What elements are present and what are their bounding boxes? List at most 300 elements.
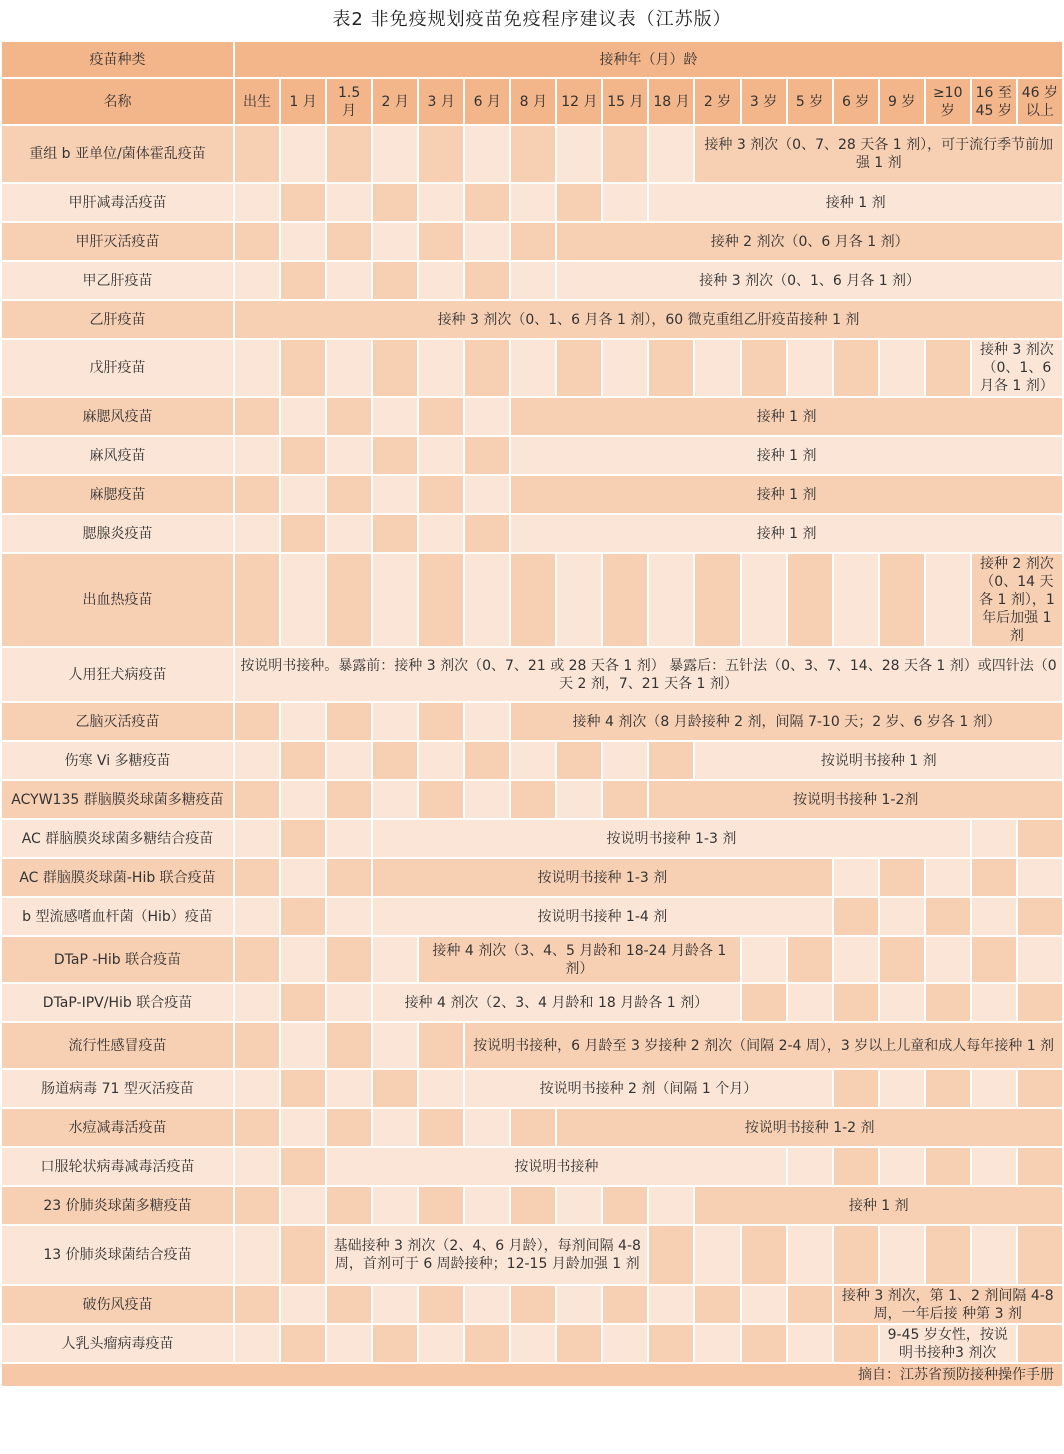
empty-cell	[281, 820, 325, 857]
schedule-span: 接种 1 剂	[511, 398, 1062, 435]
empty-cell	[419, 437, 463, 474]
empty-cell	[557, 1187, 601, 1224]
empty-cell	[419, 1286, 463, 1323]
empty-cell	[373, 437, 417, 474]
empty-cell	[373, 223, 417, 260]
empty-cell	[235, 184, 279, 221]
empty-cell	[327, 398, 371, 435]
empty-cell	[327, 126, 371, 182]
empty-cell	[557, 742, 601, 779]
empty-cell	[557, 554, 601, 646]
header-row-ages	[2, 79, 1062, 124]
empty-cell	[281, 554, 325, 646]
empty-cell	[281, 937, 325, 982]
vaccine-name: 麻腮疫苗	[2, 476, 233, 513]
empty-cell	[327, 437, 371, 474]
empty-cell	[281, 126, 325, 182]
empty-cell	[742, 937, 786, 982]
empty-cell	[557, 1325, 601, 1362]
empty-cell	[419, 1325, 463, 1362]
empty-cell	[926, 554, 970, 646]
empty-cell	[511, 340, 555, 396]
empty-cell	[373, 1325, 417, 1362]
schedule-span: 接种 1 剂	[511, 515, 1062, 552]
empty-cell	[880, 984, 924, 1021]
empty-cell	[281, 476, 325, 513]
empty-cell	[834, 554, 878, 646]
empty-cell	[327, 859, 371, 896]
empty-cell	[1018, 898, 1062, 935]
schedule-span: 接种 4 剂次（3、4、5 月龄和 18-24 月龄各 1 剂）	[419, 937, 739, 982]
empty-cell	[926, 1148, 970, 1185]
empty-cell	[926, 859, 970, 896]
empty-cell	[603, 1286, 647, 1323]
empty-cell	[327, 1286, 371, 1323]
empty-cell	[235, 1187, 279, 1224]
age-col-header: 3 月	[419, 79, 463, 124]
empty-cell	[603, 184, 647, 221]
table-title: 表2 非免疫规划疫苗免疫程序建议表（江苏版）	[0, 0, 1064, 40]
empty-cell	[788, 1286, 832, 1323]
empty-cell	[649, 1226, 693, 1284]
empty-cell	[511, 1325, 555, 1362]
vaccine-name: 13 价肺炎球菌结合疫苗	[2, 1226, 233, 1284]
empty-cell	[880, 340, 924, 396]
empty-cell	[235, 515, 279, 552]
empty-cell	[235, 859, 279, 896]
empty-cell	[235, 1109, 279, 1146]
empty-cell	[465, 554, 509, 646]
age-col-header: 6 月	[465, 79, 509, 124]
empty-cell	[235, 262, 279, 299]
vaccine-name: ACYW135 群脑膜炎球菌多糖疫苗	[2, 781, 233, 818]
empty-cell	[834, 340, 878, 396]
empty-cell	[788, 1325, 832, 1362]
vaccine-name: 破伤风疫苗	[2, 1286, 233, 1323]
age-col-header: 8 月	[511, 79, 555, 124]
empty-cell	[742, 1286, 786, 1323]
empty-cell	[880, 1148, 924, 1185]
empty-cell	[281, 1187, 325, 1224]
empty-cell	[649, 1187, 693, 1224]
empty-cell	[419, 703, 463, 740]
table-row	[2, 1325, 1062, 1362]
empty-cell	[511, 262, 555, 299]
vaccine-name: 戊肝疫苗	[2, 340, 233, 396]
empty-cell	[327, 742, 371, 779]
empty-cell	[419, 398, 463, 435]
empty-cell	[465, 1286, 509, 1323]
empty-cell	[880, 898, 924, 935]
empty-cell	[235, 126, 279, 182]
table-row	[2, 781, 1062, 818]
empty-cell	[373, 937, 417, 982]
table-row	[2, 554, 1062, 646]
empty-cell	[465, 476, 509, 513]
empty-cell	[511, 184, 555, 221]
empty-cell	[235, 1148, 279, 1185]
empty-cell	[742, 984, 786, 1021]
empty-cell	[603, 126, 647, 182]
empty-cell	[972, 937, 1016, 982]
table-row	[2, 223, 1062, 260]
table-row	[2, 1109, 1062, 1146]
empty-cell	[327, 515, 371, 552]
age-col-header: 15 月	[603, 79, 647, 124]
age-col-header: 出生	[235, 79, 279, 124]
empty-cell	[281, 223, 325, 260]
empty-cell	[281, 262, 325, 299]
empty-cell	[742, 340, 786, 396]
table-row	[2, 398, 1062, 435]
empty-cell	[603, 781, 647, 818]
empty-cell	[834, 1226, 878, 1284]
empty-cell	[373, 742, 417, 779]
vaccine-name: 麻风疫苗	[2, 437, 233, 474]
empty-cell	[1018, 984, 1062, 1021]
empty-cell	[235, 1325, 279, 1362]
empty-cell	[235, 1023, 279, 1068]
empty-cell	[281, 1286, 325, 1323]
empty-cell	[281, 1023, 325, 1068]
empty-cell	[327, 554, 371, 646]
vaccine-name: 甲肝减毒活疫苗	[2, 184, 233, 221]
empty-cell	[327, 476, 371, 513]
empty-cell	[603, 554, 647, 646]
empty-cell	[281, 398, 325, 435]
table-row	[2, 301, 1062, 338]
name-header: 名称	[2, 79, 233, 124]
empty-cell	[235, 437, 279, 474]
empty-cell	[419, 1109, 463, 1146]
empty-cell	[511, 742, 555, 779]
empty-cell	[327, 703, 371, 740]
table-row	[2, 859, 1062, 896]
vaccine-name: 水痘减毒活疫苗	[2, 1109, 233, 1146]
empty-cell	[465, 223, 509, 260]
empty-cell	[235, 1070, 279, 1107]
schedule-span: 接种 1 剂	[511, 437, 1062, 474]
table-row	[2, 648, 1062, 701]
empty-cell	[373, 1070, 417, 1107]
empty-cell	[373, 262, 417, 299]
empty-cell	[511, 1109, 555, 1146]
empty-cell	[373, 1286, 417, 1323]
empty-cell	[511, 1187, 555, 1224]
vaccine-name: 23 价肺炎球菌多糖疫苗	[2, 1187, 233, 1224]
vaccine-name: 出血热疫苗	[2, 554, 233, 646]
empty-cell	[373, 126, 417, 182]
empty-cell	[281, 1325, 325, 1362]
empty-cell	[235, 781, 279, 818]
vaccine-name: DTaP -Hib 联合疫苗	[2, 937, 233, 982]
empty-cell	[235, 223, 279, 260]
empty-cell	[327, 781, 371, 818]
vaccine-name: 肠道病毒 71 型灭活疫苗	[2, 1070, 233, 1107]
empty-cell	[695, 554, 739, 646]
empty-cell	[695, 340, 739, 396]
empty-cell	[419, 1023, 463, 1068]
table-row	[2, 703, 1062, 740]
empty-cell	[327, 1023, 371, 1068]
vaccine-name: 人乳头瘤病毒疫苗	[2, 1325, 233, 1362]
empty-cell	[649, 554, 693, 646]
empty-cell	[327, 937, 371, 982]
schedule-span: 按说明书接种 1 剂	[695, 742, 1062, 779]
schedule-span: 接种 3 剂次，第 1、2 剂间隔 4-8 周，一年后接 种第 3 剂	[834, 1286, 1062, 1323]
empty-cell	[373, 340, 417, 396]
empty-cell	[235, 1286, 279, 1323]
empty-cell	[235, 984, 279, 1021]
empty-cell	[373, 515, 417, 552]
age-col-header: 9 岁	[880, 79, 924, 124]
empty-cell	[419, 126, 463, 182]
empty-cell	[235, 554, 279, 646]
schedule-span: 按说明书接种 1-4 剂	[373, 898, 831, 935]
empty-cell	[281, 184, 325, 221]
empty-cell	[465, 1325, 509, 1362]
empty-cell	[419, 262, 463, 299]
empty-cell	[926, 340, 970, 396]
empty-cell	[834, 1070, 878, 1107]
empty-cell	[834, 1148, 878, 1185]
empty-cell	[465, 262, 509, 299]
empty-cell	[926, 937, 970, 982]
age-col-header: 6 岁	[834, 79, 878, 124]
schedule-span: 按说明书接种 1-3 剂	[373, 820, 970, 857]
empty-cell	[419, 781, 463, 818]
schedule-span: 按说明书接种。暴露前：接种 3 剂次（0、7、21 或 28 天各 1 剂） 暴露后：五针法（0、3、7、14、28 天各 1 剂）或四针法（0 天 2 剂，7、21 天各 1 剂）	[235, 648, 1062, 701]
table-row	[2, 515, 1062, 552]
empty-cell	[511, 1286, 555, 1323]
empty-cell	[419, 1187, 463, 1224]
empty-cell	[235, 820, 279, 857]
empty-cell	[649, 1325, 693, 1362]
empty-cell	[465, 126, 509, 182]
age-col-header: 1.5 月	[327, 79, 371, 124]
empty-cell	[327, 184, 371, 221]
empty-cell	[419, 223, 463, 260]
empty-cell	[972, 1226, 1016, 1284]
empty-cell	[327, 1070, 371, 1107]
schedule-span: 接种 1 剂	[649, 184, 1062, 221]
empty-cell	[419, 476, 463, 513]
table-row	[2, 1070, 1062, 1107]
schedule-span: 基础接种 3 剂次（2、4、6 月龄），每剂间隔 4-8 周，首剂可于 6 周龄接种；12-15 月龄加强 1 剂	[327, 1226, 647, 1284]
empty-cell	[281, 859, 325, 896]
empty-cell	[281, 340, 325, 396]
empty-cell	[465, 437, 509, 474]
schedule-span: 按说明书接种 1-2 剂	[557, 1109, 1062, 1146]
age-header: 接种年（月）龄	[235, 42, 1062, 77]
empty-cell	[788, 1226, 832, 1284]
empty-cell	[972, 898, 1016, 935]
empty-cell	[419, 515, 463, 552]
schedule-span: 接种 3 剂次（0、7、28 天各 1 剂），可于流行季节前加强 1 剂	[695, 126, 1062, 182]
empty-cell	[465, 742, 509, 779]
empty-cell	[373, 703, 417, 740]
schedule-span: 接种 2 剂次（0、14 天各 1 剂），1 年后加强 1 剂	[972, 554, 1062, 646]
empty-cell	[373, 1109, 417, 1146]
empty-cell	[465, 703, 509, 740]
vaccine-name: 重组 b 亚单位/菌体霍乱疫苗	[2, 126, 233, 182]
empty-cell	[603, 1325, 647, 1362]
empty-cell	[880, 1070, 924, 1107]
empty-cell	[603, 742, 647, 779]
vaccine-schedule-table	[0, 40, 1064, 1364]
empty-cell	[235, 1226, 279, 1284]
empty-cell	[281, 984, 325, 1021]
empty-cell	[788, 554, 832, 646]
empty-cell	[834, 859, 878, 896]
age-col-header: 12 月	[557, 79, 601, 124]
empty-cell	[281, 1070, 325, 1107]
vaccine-name: DTaP-IPV/Hib 联合疫苗	[2, 984, 233, 1021]
table-row	[2, 1286, 1062, 1323]
empty-cell	[649, 742, 693, 779]
empty-cell	[649, 340, 693, 396]
age-col-header: 2 岁	[695, 79, 739, 124]
empty-cell	[926, 984, 970, 1021]
empty-cell	[742, 1226, 786, 1284]
empty-cell	[419, 184, 463, 221]
age-col-header: 46 岁以上	[1018, 79, 1062, 124]
empty-cell	[1018, 937, 1062, 982]
empty-cell	[327, 223, 371, 260]
empty-cell	[281, 437, 325, 474]
category-header: 疫苗种类	[2, 42, 233, 77]
empty-cell	[419, 340, 463, 396]
empty-cell	[972, 859, 1016, 896]
empty-cell	[557, 126, 601, 182]
empty-cell	[281, 898, 325, 935]
empty-cell	[465, 1109, 509, 1146]
empty-cell	[880, 859, 924, 896]
empty-cell	[1018, 1226, 1062, 1284]
empty-cell	[788, 984, 832, 1021]
table-row	[2, 820, 1062, 857]
age-col-header: 16 至 45 岁	[972, 79, 1016, 124]
schedule-span: 接种 2 剂次（0、6 月各 1 剂）	[557, 223, 1062, 260]
vaccine-name: b 型流感嗜血杆菌（Hib）疫苗	[2, 898, 233, 935]
table-row	[2, 1148, 1062, 1185]
empty-cell	[373, 1187, 417, 1224]
vaccine-name: 流行性感冒疫苗	[2, 1023, 233, 1068]
table-row	[2, 898, 1062, 935]
empty-cell	[972, 1070, 1016, 1107]
empty-cell	[511, 781, 555, 818]
source-note: 摘自：江苏省预防接种操作手册	[2, 1364, 1062, 1386]
empty-cell	[419, 742, 463, 779]
empty-cell	[1018, 859, 1062, 896]
age-col-header: 18 月	[649, 79, 693, 124]
empty-cell	[603, 340, 647, 396]
empty-cell	[788, 340, 832, 396]
vaccine-name: 乙脑灭活疫苗	[2, 703, 233, 740]
empty-cell	[1018, 820, 1062, 857]
empty-cell	[742, 1325, 786, 1362]
table-row	[2, 1187, 1062, 1224]
empty-cell	[742, 554, 786, 646]
empty-cell	[788, 1148, 832, 1185]
table-row	[2, 1023, 1062, 1068]
table-row	[2, 262, 1062, 299]
table-row	[2, 184, 1062, 221]
table-row	[2, 1226, 1062, 1284]
table-row	[2, 742, 1062, 779]
schedule-span: 接种 4 剂次（2、3、4 月龄和 18 月龄各 1 剂）	[373, 984, 739, 1021]
vaccine-name: 口服轮状病毒减毒活疫苗	[2, 1148, 233, 1185]
empty-cell	[235, 937, 279, 982]
empty-cell	[511, 554, 555, 646]
schedule-span: 按说明书接种 1-3 剂	[373, 859, 831, 896]
empty-cell	[511, 126, 555, 182]
empty-cell	[419, 554, 463, 646]
empty-cell	[465, 340, 509, 396]
empty-cell	[373, 1023, 417, 1068]
empty-cell	[972, 820, 1016, 857]
age-col-header: 2 月	[373, 79, 417, 124]
vaccine-name: 甲肝灭活疫苗	[2, 223, 233, 260]
empty-cell	[235, 398, 279, 435]
empty-cell	[373, 476, 417, 513]
schedule-span: 接种 3 剂次（0、1、6 月各 1 剂）	[557, 262, 1062, 299]
empty-cell	[281, 1226, 325, 1284]
empty-cell	[281, 515, 325, 552]
empty-cell	[695, 1226, 739, 1284]
empty-cell	[327, 262, 371, 299]
empty-cell	[327, 1325, 371, 1362]
empty-cell	[557, 340, 601, 396]
schedule-span: 接种 1 剂	[695, 1187, 1062, 1224]
empty-cell	[880, 937, 924, 982]
empty-cell	[1018, 1325, 1062, 1362]
empty-cell	[281, 781, 325, 818]
vaccine-name: 伤寒 Vi 多糖疫苗	[2, 742, 233, 779]
empty-cell	[327, 340, 371, 396]
empty-cell	[281, 703, 325, 740]
vaccine-name: AC 群脑膜炎球菌-Hib 联合疫苗	[2, 859, 233, 896]
empty-cell	[649, 126, 693, 182]
empty-cell	[373, 781, 417, 818]
schedule-span: 接种 3 剂次（0、1、6 月各 1 剂）	[972, 340, 1062, 396]
empty-cell	[373, 184, 417, 221]
empty-cell	[465, 1187, 509, 1224]
empty-cell	[327, 898, 371, 935]
empty-cell	[327, 1187, 371, 1224]
schedule-span: 接种 4 剂次（8 月龄接种 2 剂，间隔 7-10 天；2 岁、6 岁各 1 剂）	[511, 703, 1062, 740]
age-col-header: 5 岁	[788, 79, 832, 124]
empty-cell	[327, 1109, 371, 1146]
empty-cell	[557, 1286, 601, 1323]
empty-cell	[926, 1070, 970, 1107]
empty-cell	[880, 554, 924, 646]
empty-cell	[235, 703, 279, 740]
schedule-span: 按说明书接种	[327, 1148, 785, 1185]
schedule-span: 按说明书接种 1-2剂	[649, 781, 1062, 818]
table-row	[2, 984, 1062, 1021]
empty-cell	[281, 1109, 325, 1146]
empty-cell	[235, 340, 279, 396]
vaccine-name: 麻腮风疫苗	[2, 398, 233, 435]
empty-cell	[511, 223, 555, 260]
empty-cell	[281, 742, 325, 779]
empty-cell	[788, 937, 832, 982]
empty-cell	[1018, 1070, 1062, 1107]
schedule-span: 9-45 岁女性，按说明书接种3 剂次	[880, 1325, 1016, 1362]
empty-cell	[649, 1286, 693, 1323]
empty-cell	[235, 898, 279, 935]
